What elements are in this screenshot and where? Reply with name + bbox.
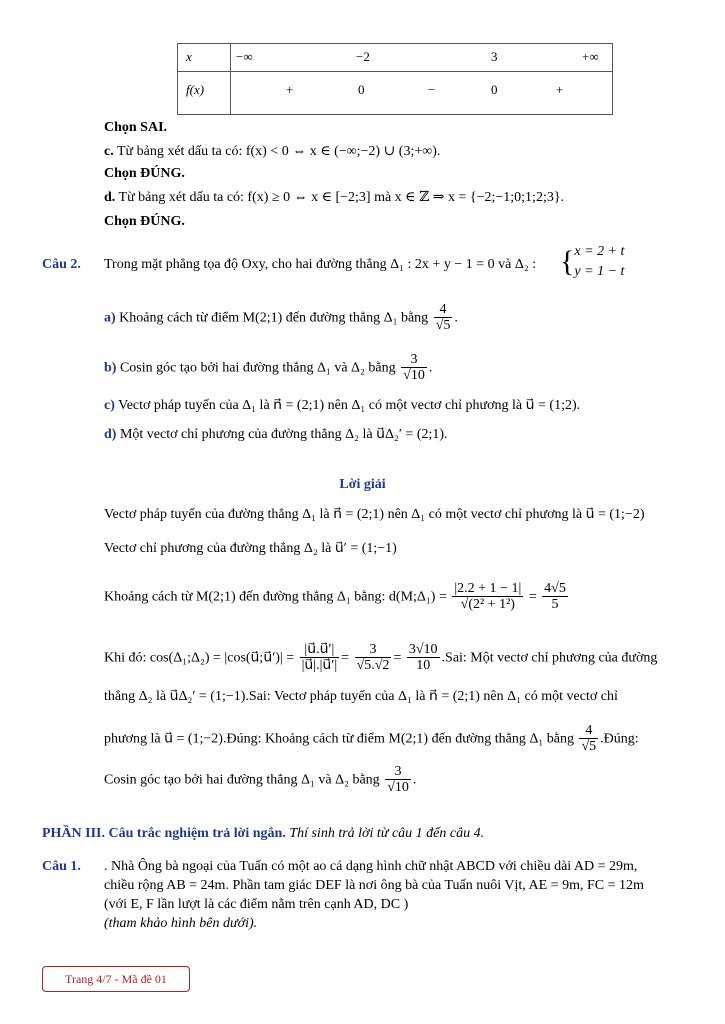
table-x-value: +∞ <box>582 49 599 64</box>
solution-title: Lời giải <box>339 477 386 492</box>
solution-line: phương là u⃗ = (1;−2).Đúng: Khoảng cách từ điểm M(2;1) đến đường thẳng Δ₁ bằng $\frac{4}{√5}$ .Đúng: <box>104 723 639 754</box>
table-sign: 0 <box>358 82 365 97</box>
system-line: x = 2 + t <box>574 244 625 259</box>
answer-d: d. Từ bảng xét dấu ta có: f(x) ≥ 0 ⇔ x ∈ [−2;3] mà x ∈ ℤ ⇒ x = {−2;−1;0;1;2;3}. <box>104 190 565 205</box>
system-line: y = 1 − t <box>574 264 625 279</box>
table-x-value: −∞ <box>236 49 253 64</box>
table-sign: + <box>556 82 564 97</box>
table-sign: + <box>286 82 294 97</box>
answer-b-verdict: Chọn SAI. <box>104 120 168 135</box>
sign-table <box>177 43 613 115</box>
question-1-line: (với E, F lần lượt là các điểm nằm trên cạnh AD, DC ) <box>104 897 409 912</box>
table-divider <box>178 71 612 72</box>
table-x-value: 3 <box>491 49 498 64</box>
brace-icon: { <box>560 245 575 278</box>
solution-cosine: Khi đó: cos(Δ₁;Δ₂) = |cos(u⃗;u⃗′)| = $\frac{|u⃗.u⃗'|}{|u⃗|.|u⃗'|}$ = $\frac{3}{√5.√2}$ = $\frac{3√10}{10}$ .Sai: Một vectơ chỉ phương của đường <box>104 642 658 673</box>
answer-d-verdict: Chọn ĐÚNG. <box>104 214 185 229</box>
solution-line: Vectơ pháp tuyến của đường thẳng Δ₁ là n⃗ = (2;1) nên Δ₁ có một vectơ chỉ phương là u⃗ = (1;−2) <box>104 507 645 522</box>
solution-distance: Khoảng cách từ M(2;1) đến đường thẳng Δ₁ bằng: d(M;Δ₁) = $\frac{|2.2 + 1 - 1|}{\text{√(2² + 1²)}}$ = $\frac{4√5}{5}$ <box>104 581 566 612</box>
question-1-line: . Nhà Ông bà ngoại của Tuấn có một ao cá dạng hình chữ nhật ABCD với chiều dài AD = 29m, <box>104 859 638 874</box>
solution-line: thẳng Δ₂ là u⃗Δ₂′ = (1;−1).Sai: Vectơ pháp tuyến của Δ₁ là n⃗ = (2;1) nên Δ₁ có một vectơ chỉ <box>104 689 618 704</box>
answer-c-verdict: Chọn ĐÚNG. <box>104 166 185 181</box>
fraction: $\frac{4}{√5}$ <box>435 302 451 333</box>
table-sign: 0 <box>491 82 498 97</box>
fraction: $\frac{3√10}{10}$ <box>408 642 438 673</box>
line-system <box>560 242 624 282</box>
question-2-label: Câu 2. <box>42 257 81 272</box>
table-divider <box>230 44 231 114</box>
solution-line: Vectơ chỉ phương của đường thẳng Δ₂ là u⃗′ = (1;−1) <box>104 541 397 556</box>
fraction: $\frac{4}{√5}$ <box>581 723 597 754</box>
fraction: $\frac{3}{√10}$ <box>403 352 425 383</box>
fraction: $\frac{3}{√5.√2}$ <box>356 642 390 673</box>
statement-a: a) Khoảng cách từ điểm M(2;1) đến đường thẳng Δ₁ bằng $\frac{4}{√5}$ . <box>104 302 458 333</box>
table-row-label-x: x <box>186 49 192 64</box>
question-2-intro: Trong mặt phẳng tọa độ Oxy, cho hai đường thẳng Δ₁ : 2x + y − 1 = 0 và Δ₂ : <box>104 257 537 272</box>
fraction: $\frac{|2.2 + 1 - 1|}{\text{√(2² + 1²)}}$ <box>454 581 522 612</box>
table-row-label-fx: f(x) <box>186 82 205 97</box>
fraction: $\frac{4√5}{5}$ <box>544 581 566 612</box>
statement-b: b) Cosin góc tạo bởi hai đường thẳng Δ₁ và Δ₂ bằng $\frac{3}{√10}$ . <box>104 352 433 383</box>
answer-c: c. Từ bảng xét dấu ta có: f(x) < 0 ⇔ x ∈ (−∞;−2) ∪ (3;+∞). <box>104 144 441 159</box>
question-1-label: Câu 1. <box>42 859 81 874</box>
solution-line: Cosin góc tạo bởi hai đường thẳng Δ₁ và Δ₂ bằng $\frac{3}{√10}$ . <box>104 764 417 795</box>
statement-d: d) Một vectơ chỉ phương của đường thẳng Δ₂ là u⃗Δ₂′ = (2;1). <box>104 427 448 442</box>
table-x-value: −2 <box>356 49 370 64</box>
part-3-heading: PHẦN III. Câu trắc nghiệm trả lời ngắn. Thí sinh trả lời từ câu 1 đến câu 4. <box>42 826 485 841</box>
table-sign: − <box>428 82 436 97</box>
statement-c: c) Vectơ pháp tuyến của Δ₁ là n⃗ = (2;1) nên Δ₁ có một vectơ chỉ phương là u⃗ = (1;2). <box>104 398 581 413</box>
question-1-line: chiều rộng AB = 24m. Phần tam giác DEF là nơi ông bà của Tuấn nuôi Vịt, AE = 9m, FC = 12m <box>104 878 644 893</box>
question-1-line: (tham khảo hình bên dưới). <box>104 916 258 931</box>
fraction: $\frac{|u⃗.u⃗'|}{|u⃗|.|u⃗'|}$ <box>301 642 338 673</box>
page-footer: Trang 4/7 - Mã đề 01 <box>42 966 190 992</box>
fraction: $\frac{3}{√10}$ <box>387 764 409 795</box>
